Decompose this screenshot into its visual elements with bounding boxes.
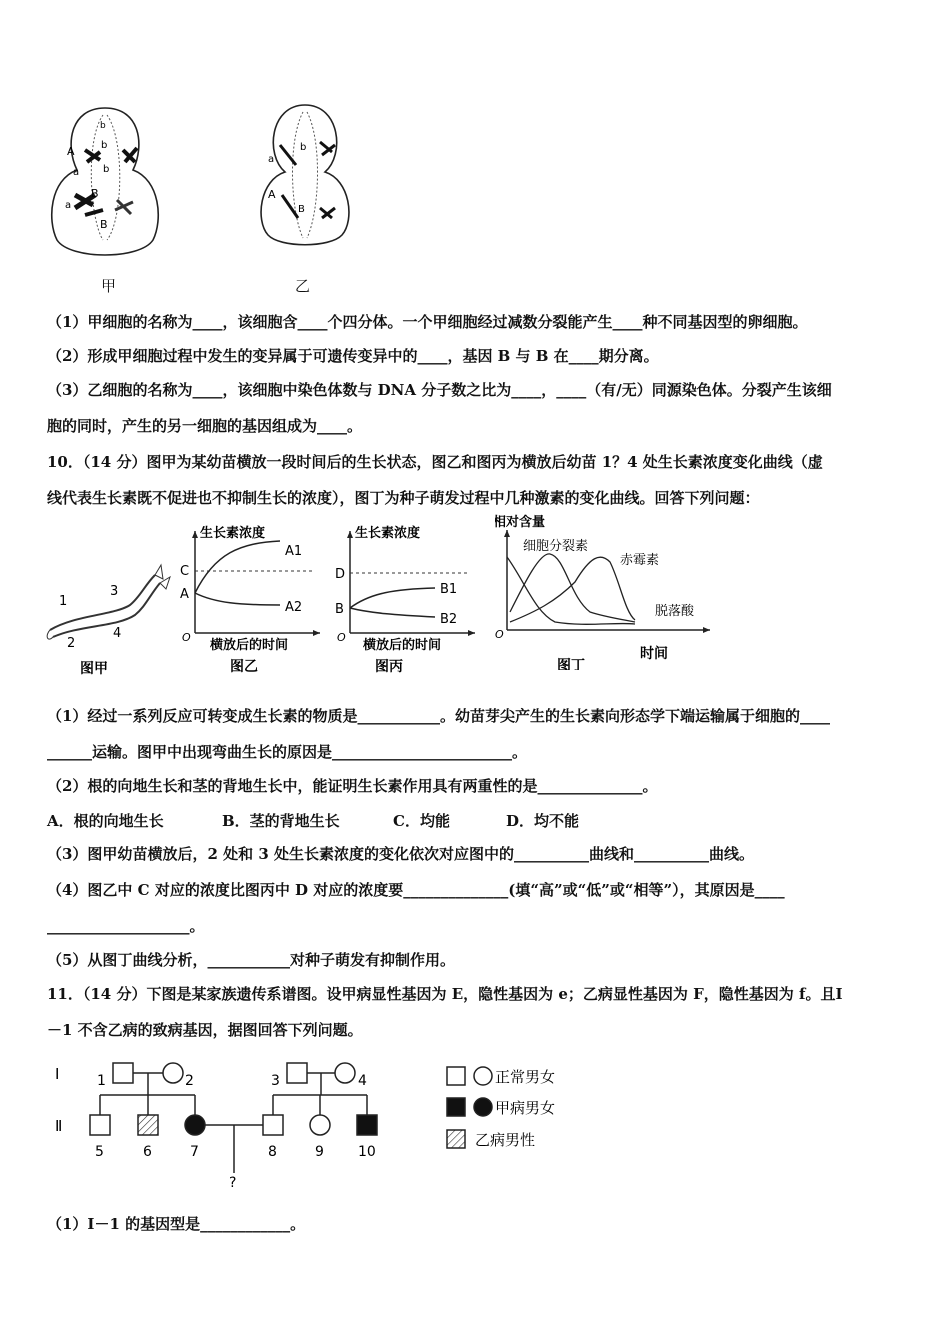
disease-a-male-icon xyxy=(447,1098,465,1116)
origin-label: O xyxy=(182,631,191,644)
gene-label: B xyxy=(100,218,108,231)
individual-number: 6 xyxy=(143,1144,152,1160)
q10-header: 10．（14 分）图甲为某幼苗横放一段时间后的生长状态，图乙和图丙为横放后幼苗 1？4 处生长素浓度变化曲线（虚 xyxy=(47,453,823,471)
gene-label: a xyxy=(268,154,275,165)
y-axis-label: 生长素浓度 xyxy=(200,526,266,541)
generation-label: Ⅱ xyxy=(55,1117,63,1135)
normal-female-icon xyxy=(474,1067,492,1085)
level-label: A xyxy=(180,587,189,602)
unknown-offspring: ? xyxy=(229,1175,237,1191)
figure-caption-jia: 甲 xyxy=(101,277,117,295)
normal-male-icon xyxy=(447,1067,465,1085)
q9-line-2: （2）形成甲细胞过程中发生的变异属于可遗传变异中的____，基因 B 与 B 在____期分离。 xyxy=(47,347,659,365)
individual-number: 2 xyxy=(185,1073,194,1089)
gene-label: a xyxy=(73,167,80,178)
q10-line-2: ______运输。图甲中出现弯曲生长的原因是________________________。 xyxy=(47,743,528,761)
q10-option-d: D．均不能 xyxy=(506,812,580,830)
individual-number: 3 xyxy=(271,1073,280,1089)
figure-caption: 图乙 xyxy=(230,659,258,675)
gene-label: a xyxy=(65,200,72,211)
individual-number: 9 xyxy=(315,1144,324,1160)
figure-yi-chart xyxy=(180,523,325,680)
position-label: 3 xyxy=(110,584,119,599)
x-axis-label: 时间 xyxy=(640,646,668,662)
origin-label: O xyxy=(495,628,504,641)
curve-label: B2 xyxy=(440,612,458,627)
curve-label: 细胞分裂素 xyxy=(523,539,589,554)
pedigree-legend xyxy=(445,1062,605,1157)
q11-line-1: （1）Ⅰ－1 的基因型是____________。 xyxy=(47,1215,306,1233)
figure-caption-yi: 乙 xyxy=(295,277,311,295)
gene-label: A xyxy=(268,188,276,201)
q9-line-3: （3）乙细胞的名称为____，该细胞中染色体数与 DNA 分子数之比为____，____（有/无）同源染色体。分裂产生该细 xyxy=(47,381,832,399)
legend-label: 乙病男性 xyxy=(475,1131,536,1149)
position-label: 2 xyxy=(67,636,76,651)
q10-line-6: ___________________。 xyxy=(47,917,205,935)
q10-header-2: 线代表生长素既不促进也不抑制生长的浓度），图丁为种子萌发过程中几种激素的变化曲线。回答下列问题： xyxy=(47,489,760,507)
level-label: C xyxy=(180,564,190,579)
y-axis-label: 相对含量 xyxy=(495,515,546,530)
q10-line-1: （1）经过一系列反应可转变成生长素的物质是___________。幼苗芽尖产生的生长素向形态学下端运输属于细胞的____ xyxy=(47,707,830,725)
cell-figure-jia xyxy=(45,100,165,265)
q10-option-c: C．均能 xyxy=(393,812,450,830)
individual-number: 1 xyxy=(97,1073,106,1089)
origin-label: O xyxy=(337,631,346,644)
curve-label: A1 xyxy=(285,544,303,559)
gene-label: A xyxy=(67,145,75,158)
x-axis-label: 横放后的时间 xyxy=(210,638,289,653)
q11-header-2: －1 不含乙病的致病基因，据图回答下列问题。 xyxy=(47,1021,363,1039)
figure-caption: 图丁 xyxy=(557,658,585,670)
q11-header: 11．（14 分）下图是某家族遗传系谱图。设甲病显性基因为 E，隐性基因为 e；乙病显性基因为 F，隐性基因为 f。且Ⅰ xyxy=(47,985,843,1003)
level-label: B xyxy=(335,602,344,617)
q9-line-4: 胞的同时，产生的另一细胞的基因组成为____。 xyxy=(47,417,363,435)
figure-jia-seedling xyxy=(45,555,175,680)
curve-label: A2 xyxy=(285,600,303,615)
curve-label: 脱落酸 xyxy=(655,604,695,619)
gene-label: b xyxy=(300,142,307,153)
individual-number: 8 xyxy=(268,1144,277,1160)
figure-bing-chart xyxy=(335,523,480,680)
individual-number: 7 xyxy=(190,1144,199,1160)
q10-line-3: （2）根的向地生长和茎的背地生长中，能证明生长素作用具有两重性的是______________。 xyxy=(47,777,658,795)
y-axis-label: 生长素浓度 xyxy=(355,526,421,541)
figure-caption: 图甲 xyxy=(80,661,108,677)
legend-label: 甲病男女 xyxy=(495,1099,556,1117)
q10-option-a: A．根的向地生长 xyxy=(47,812,164,830)
disease-b-male-icon xyxy=(447,1130,465,1148)
q10-line-5: （4）图乙中 C 对应的浓度比图丙中 D 对应的浓度要______________(填“高”或“低”或“相等”），其原因是____ xyxy=(47,881,785,899)
x-axis-label: 横放后的时间 xyxy=(363,638,442,653)
legend-label: 正常男女 xyxy=(495,1068,556,1086)
level-label: D xyxy=(335,567,346,582)
gene-label: b xyxy=(103,164,110,175)
curve-label: B1 xyxy=(440,582,458,597)
figure-ding-chart xyxy=(495,512,715,670)
figure-caption: 图丙 xyxy=(375,659,403,675)
q10-option-b: B．茎的背地生长 xyxy=(222,812,340,830)
gene-label: B xyxy=(91,187,99,200)
q9-line-1: （1）甲细胞的名称为____，该细胞含____个四分体。一个甲细胞经过减数分裂能产生____种不同基因型的卵细胞。 xyxy=(47,313,808,331)
individual-number: 10 xyxy=(358,1144,376,1160)
disease-a-female-icon xyxy=(474,1098,492,1116)
position-label: 4 xyxy=(113,626,122,641)
individual-number: 5 xyxy=(95,1144,104,1160)
position-label: 1 xyxy=(59,594,68,609)
cell-figure-yi xyxy=(250,100,360,250)
q10-line-7: （5）从图丁曲线分析，___________对种子萌发有抑制作用。 xyxy=(47,951,455,969)
individual-number: 4 xyxy=(358,1073,367,1089)
gene-label: B xyxy=(298,204,305,215)
gene-label: b xyxy=(101,140,108,151)
generation-label: Ⅰ xyxy=(55,1065,60,1083)
q10-line-4: （3）图甲幼苗横放后，2 处和 3 处生长素浓度的变化依次对应图中的__________曲线和__________曲线。 xyxy=(47,845,754,863)
gene-label: b xyxy=(100,121,106,131)
curve-label: 赤霉素 xyxy=(620,553,660,568)
pedigree-chart xyxy=(45,1055,405,1195)
